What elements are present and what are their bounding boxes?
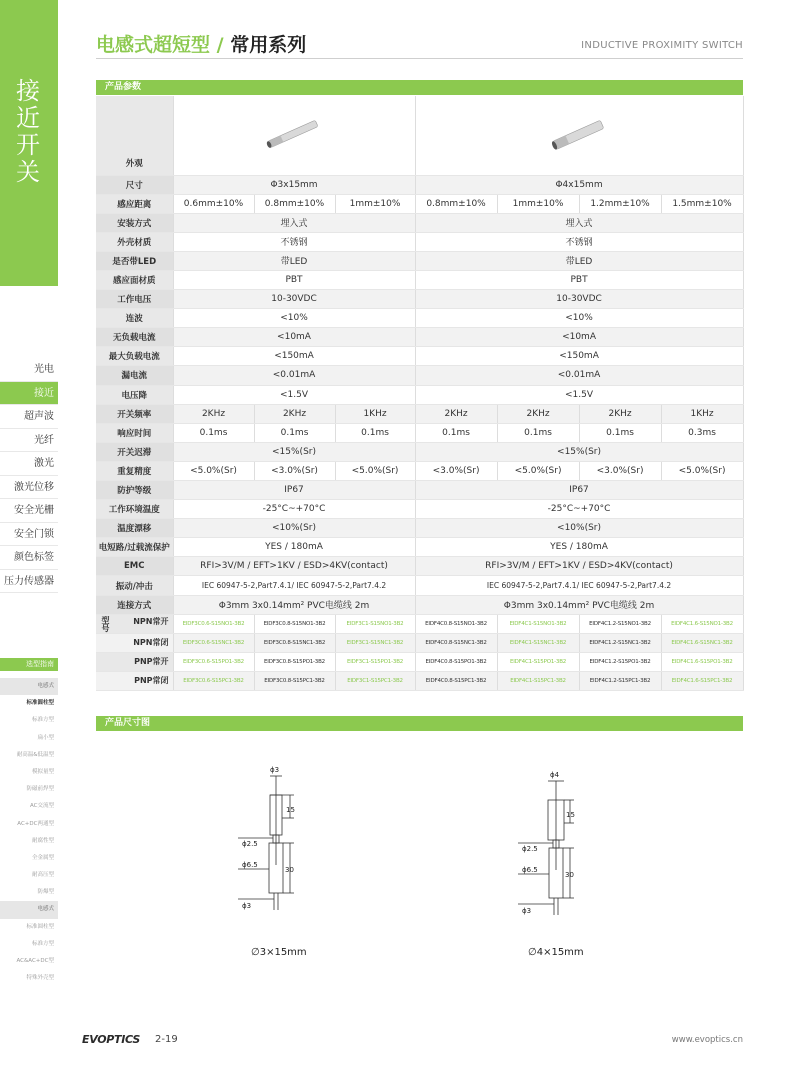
spec-label: 最大负载电流 bbox=[96, 347, 173, 366]
title-separator: / bbox=[210, 34, 231, 56]
dim-b-mid: ϕ6.5 bbox=[522, 866, 538, 874]
spec-value: 带LED bbox=[415, 251, 743, 270]
spec-row bbox=[96, 251, 743, 270]
spec-row bbox=[96, 519, 743, 538]
spec-value: Φ4x15mm bbox=[415, 175, 743, 194]
dim-b-dia: ϕ4 bbox=[550, 771, 560, 779]
spec-row bbox=[96, 385, 743, 404]
guide-item[interactable]: 耐腐性型 bbox=[31, 837, 54, 844]
spec-value: <5.0%(Sr) bbox=[661, 461, 743, 480]
spec-value: 1KHz bbox=[335, 404, 415, 423]
sidebar-nav-item[interactable]: 超声波 bbox=[0, 405, 58, 429]
spec-row bbox=[96, 270, 743, 289]
model-code: EIDF4C0.8-S15NO1-3B2 bbox=[415, 614, 497, 633]
spec-value: 2KHz bbox=[173, 404, 254, 423]
model-code: EIDF4C0.8-S15NC1-3B2 bbox=[415, 633, 497, 652]
guide-item[interactable]: 标准圆柱型 bbox=[26, 923, 54, 930]
category-label: 接 近 开 关 bbox=[16, 77, 40, 186]
model-type-text: NPN常开 bbox=[133, 616, 169, 626]
product-image-cell bbox=[173, 96, 415, 175]
spec-value: 1KHz bbox=[661, 404, 743, 423]
dim-b-tail: ϕ3 bbox=[522, 907, 532, 915]
guide-item[interactable]: 电感式 bbox=[0, 678, 58, 695]
spec-value: IEC 60947-5-2,Part7.4.1/ IEC 60947-5-2,Part7.4.2 bbox=[173, 576, 415, 595]
spec-value: <150mA bbox=[415, 347, 743, 366]
spec-label: 感应面材质 bbox=[96, 270, 173, 289]
model-code: EIDF4C1.6-S15PO1-3B2 bbox=[661, 652, 743, 671]
spec-value: 10-30VDC bbox=[173, 290, 415, 309]
dim-b-caption: ∅4×15mm bbox=[528, 947, 584, 958]
spec-value: 0.1ms bbox=[579, 423, 661, 442]
dim-a-len1: 15 bbox=[286, 806, 295, 814]
model-code: EIDF3C1-S15PO1-3B2 bbox=[335, 652, 415, 671]
guide-item[interactable]: 扁小型 bbox=[37, 734, 54, 741]
model-head: 型号 bbox=[101, 615, 110, 632]
spec-label: 电短路/过载流保护 bbox=[96, 538, 173, 557]
spec-value: 2KHz bbox=[497, 404, 579, 423]
dimension-drawing-3mm bbox=[230, 760, 320, 920]
guide-item[interactable]: AC&AC+DC型 bbox=[16, 958, 54, 964]
spec-row bbox=[96, 328, 743, 347]
sidebar-nav-item[interactable]: 激光 bbox=[0, 452, 58, 476]
model-code: EIDF3C1-S15PC1-3B2 bbox=[335, 671, 415, 690]
page-subtitle: INDUCTIVE PROXIMITY SWITCH bbox=[581, 40, 743, 51]
sidebar-nav-item[interactable]: 压力传感器 bbox=[0, 570, 58, 594]
spec-value: <5.0%(Sr) bbox=[497, 461, 579, 480]
model-type-label: NPN常闭 bbox=[96, 633, 173, 652]
title-green: 电感式超短型 bbox=[96, 34, 211, 56]
spec-value: <3.0%(Sr) bbox=[254, 461, 335, 480]
spec-value: 10-30VDC bbox=[415, 290, 743, 309]
title-dark: 常用系列 bbox=[230, 34, 307, 56]
sidebar-nav-item[interactable]: 光纤 bbox=[0, 429, 58, 453]
dim-b-len1: 15 bbox=[566, 811, 575, 819]
selection-guide-list bbox=[0, 678, 58, 987]
spec-label: 振动/冲击 bbox=[96, 576, 173, 595]
spec-row bbox=[96, 538, 743, 557]
model-code: EIDF3C0.8-S15PC1-3B2 bbox=[254, 671, 335, 690]
spec-value: <10%(Sr) bbox=[173, 519, 415, 538]
spec-value: <10% bbox=[173, 309, 415, 328]
spec-value: Φ3mm 3x0.14mm² PVC电缆线 2m bbox=[173, 595, 415, 614]
spec-label: EMC bbox=[96, 557, 173, 576]
spec-label: 电压降 bbox=[96, 385, 173, 404]
spec-value: RFI>3V/M / EFT>1KV / ESD>4KV(contact) bbox=[415, 557, 743, 576]
spec-value: 1.5mm±10% bbox=[661, 194, 743, 213]
spec-value: <1.5V bbox=[173, 385, 415, 404]
spec-value: YES / 180mA bbox=[173, 538, 415, 557]
guide-item[interactable]: AC交流型 bbox=[29, 803, 54, 810]
spec-value: 0.6mm±10% bbox=[173, 194, 254, 213]
guide-item[interactable]: 标准方型 bbox=[31, 717, 54, 724]
spec-row bbox=[96, 366, 743, 385]
spec-row bbox=[96, 423, 743, 442]
spec-value: Φ3x15mm bbox=[173, 175, 415, 194]
model-code: EIDF3C0.6-S15NO1-3B2 bbox=[173, 614, 254, 633]
spec-label: 防护等级 bbox=[96, 481, 173, 500]
spec-value: IP67 bbox=[173, 481, 415, 500]
spec-value: 不锈钢 bbox=[415, 232, 743, 251]
model-code: EIDF4C1.6-S15NO1-3B2 bbox=[661, 614, 743, 633]
spec-value: Φ3mm 3x0.14mm² PVC电缆线 2m bbox=[415, 595, 743, 614]
model-code: EIDF4C1-S15NC1-3B2 bbox=[497, 633, 579, 652]
spec-label: 外壳材质 bbox=[96, 232, 173, 251]
spec-label: 连接方式 bbox=[96, 595, 173, 614]
spec-label: 连波 bbox=[96, 309, 173, 328]
model-code: EIDF4C1.6-S15PC1-3B2 bbox=[661, 671, 743, 690]
sensor-image-icon bbox=[259, 114, 329, 154]
guide-item[interactable]: 标准方型 bbox=[31, 940, 54, 947]
spec-value: -25°C~+70°C bbox=[415, 500, 743, 519]
model-code: EIDF4C1.2-S15PC1-3B2 bbox=[579, 671, 661, 690]
spec-row bbox=[96, 652, 743, 671]
spec-row bbox=[96, 481, 743, 500]
spec-value: <3.0%(Sr) bbox=[579, 461, 661, 480]
spec-row bbox=[96, 194, 743, 213]
spec-label: 工作电压 bbox=[96, 290, 173, 309]
spec-value: 1mm±10% bbox=[335, 194, 415, 213]
spec-row bbox=[96, 347, 743, 366]
model-code: EIDF3C0.6-S15PC1-3B2 bbox=[173, 671, 254, 690]
model-code: EIDF4C1.6-S15NC1-3B2 bbox=[661, 633, 743, 652]
dim-b-cable: ϕ2.5 bbox=[522, 845, 538, 853]
spec-label: 开关频率 bbox=[96, 404, 173, 423]
model-code: EIDF4C1-S15PO1-3B2 bbox=[497, 652, 579, 671]
spec-value: 0.8mm±10% bbox=[254, 194, 335, 213]
spec-value: PBT bbox=[415, 270, 743, 289]
guide-item[interactable]: 全金属型 bbox=[31, 854, 54, 861]
section-dims-bar: 产品尺寸图 bbox=[96, 716, 743, 731]
guide-item[interactable]: 耐高压型 bbox=[31, 872, 54, 879]
spec-label: 工作环境温度 bbox=[96, 500, 173, 519]
spec-row bbox=[96, 671, 743, 690]
sensor-image-icon bbox=[544, 114, 614, 154]
product-image-cell bbox=[415, 96, 743, 175]
spec-label: 安装方式 bbox=[96, 213, 173, 232]
spec-label: 感应距离 bbox=[96, 194, 173, 213]
model-code: EIDF3C0.6-S15PO1-3B2 bbox=[173, 652, 254, 671]
spec-label: 无负载电流 bbox=[96, 328, 173, 347]
spec-value: 0.1ms bbox=[254, 423, 335, 442]
spec-value: 0.8mm±10% bbox=[415, 194, 497, 213]
sidebar-nav-item[interactable]: 颜色标签 bbox=[0, 546, 58, 570]
model-code: EIDF4C1-S15PC1-3B2 bbox=[497, 671, 579, 690]
dim-a-len2: 30 bbox=[285, 866, 294, 874]
spec-value: 带LED bbox=[173, 251, 415, 270]
spec-row bbox=[96, 576, 743, 595]
model-code: EIDF3C1-S15NC1-3B2 bbox=[335, 633, 415, 652]
spec-value: 2KHz bbox=[415, 404, 497, 423]
spec-value: 埋入式 bbox=[173, 213, 415, 232]
spec-row bbox=[96, 232, 743, 251]
spec-value: <5.0%(Sr) bbox=[173, 461, 254, 480]
spec-value: <1.5V bbox=[415, 385, 743, 404]
model-type-label: PNP常开 bbox=[96, 652, 173, 671]
spec-label: 响应时间 bbox=[96, 423, 173, 442]
sidebar-nav-item[interactable]: 安全光栅 bbox=[0, 499, 58, 523]
category-tab bbox=[0, 0, 58, 286]
spec-value: 埋入式 bbox=[415, 213, 743, 232]
section-params-bar: 产品参数 bbox=[96, 80, 743, 95]
spec-value: <0.01mA bbox=[173, 366, 415, 385]
model-code: EIDF4C1-S15NO1-3B2 bbox=[497, 614, 579, 633]
spec-value: PBT bbox=[173, 270, 415, 289]
spec-value: <10% bbox=[415, 309, 743, 328]
website-url: www.evoptics.cn bbox=[671, 1035, 743, 1045]
model-code: EIDF4C1.2-S15NC1-3B2 bbox=[579, 633, 661, 652]
spec-value: 0.1ms bbox=[415, 423, 497, 442]
model-code: EIDF3C0.6-S15NC1-3B2 bbox=[173, 633, 254, 652]
model-code: EIDF3C0.8-S15PO1-3B2 bbox=[254, 652, 335, 671]
model-type-label: PNP常闭 bbox=[96, 671, 173, 690]
spec-row bbox=[96, 595, 743, 614]
spec-value: <150mA bbox=[173, 347, 415, 366]
selection-guide-title: 选型指南 bbox=[0, 658, 58, 671]
spec-row bbox=[96, 633, 743, 652]
spec-value: <10mA bbox=[415, 328, 743, 347]
guide-item[interactable]: AC+DC两通型 bbox=[17, 820, 54, 827]
spec-row bbox=[96, 442, 743, 461]
guide-item[interactable]: 电感式 bbox=[0, 901, 58, 918]
spec-value: 0.1ms bbox=[173, 423, 254, 442]
sidebar-nav-item[interactable]: 光电 bbox=[0, 358, 58, 382]
model-type-label bbox=[96, 614, 173, 633]
model-code: EIDF4C1.2-S15PO1-3B2 bbox=[579, 652, 661, 671]
spec-value: 2KHz bbox=[579, 404, 661, 423]
spec-value: 不锈钢 bbox=[173, 232, 415, 251]
spec-value: -25°C~+70°C bbox=[173, 500, 415, 519]
model-code: EIDF4C1.2-S15NO1-3B2 bbox=[579, 614, 661, 633]
dim-a-tail: ϕ3 bbox=[242, 902, 252, 910]
spec-row bbox=[96, 404, 743, 423]
guide-item[interactable]: 耐高温&低温型 bbox=[16, 751, 54, 758]
spec-label: 漏电流 bbox=[96, 366, 173, 385]
spec-row bbox=[96, 614, 743, 633]
spec-row bbox=[96, 175, 743, 194]
spec-label: 温度漂移 bbox=[96, 519, 173, 538]
spec-value: 0.1ms bbox=[497, 423, 579, 442]
spec-value: 1mm±10% bbox=[497, 194, 579, 213]
model-code: EIDF3C0.8-S15NO1-3B2 bbox=[254, 614, 335, 633]
model-code: EIDF3C1-S15NO1-3B2 bbox=[335, 614, 415, 633]
dim-a-cable: ϕ2.5 bbox=[242, 840, 258, 848]
spec-value: 0.1ms bbox=[335, 423, 415, 442]
spec-value: YES / 180mA bbox=[415, 538, 743, 557]
spec-value: <3.0%(Sr) bbox=[415, 461, 497, 480]
spec-row bbox=[96, 290, 743, 309]
spec-label: 尺寸 bbox=[96, 175, 173, 194]
model-code: EIDF3C0.8-S15NC1-3B2 bbox=[254, 633, 335, 652]
guide-item[interactable]: 防磁前焊型 bbox=[26, 786, 54, 793]
spec-value: <5.0%(Sr) bbox=[335, 461, 415, 480]
spec-label: 是否带LED bbox=[96, 251, 173, 270]
spec-label: 重复精度 bbox=[96, 461, 173, 480]
spec-value: <0.01mA bbox=[415, 366, 743, 385]
sidebar-nav-item[interactable]: 安全门锁 bbox=[0, 523, 58, 547]
spec-row bbox=[96, 309, 743, 328]
spec-label: 开关迟滞 bbox=[96, 442, 173, 461]
guide-item[interactable]: 标准圆柱型 bbox=[26, 700, 54, 707]
page-number: 2-19 bbox=[155, 1034, 178, 1045]
guide-item[interactable]: 防爆型 bbox=[37, 889, 54, 896]
spec-row bbox=[96, 557, 743, 576]
sidebar-nav-item[interactable]: 激光位移 bbox=[0, 476, 58, 500]
spec-value: <15%(Sr) bbox=[415, 442, 743, 461]
model-code: EIDF4C0.8-S15PC1-3B2 bbox=[415, 671, 497, 690]
dim-a-dia: ϕ3 bbox=[270, 766, 280, 774]
spec-value: 1.2mm±10% bbox=[579, 194, 661, 213]
spec-row bbox=[96, 213, 743, 232]
spec-value: RFI>3V/M / EFT>1KV / ESD>4KV(contact) bbox=[173, 557, 415, 576]
page-title bbox=[96, 30, 306, 57]
guide-item[interactable]: 模拟量型 bbox=[31, 768, 54, 775]
side-nav bbox=[0, 358, 58, 593]
spec-row bbox=[96, 461, 743, 480]
spec-value: <15%(Sr) bbox=[173, 442, 415, 461]
spec-row bbox=[96, 500, 743, 519]
spec-label: 外观 bbox=[96, 96, 173, 175]
guide-item[interactable]: 特殊外壳型 bbox=[26, 975, 54, 982]
spec-value: 0.3ms bbox=[661, 423, 743, 442]
spec-value: IEC 60947-5-2,Part7.4.1/ IEC 60947-5-2,Part7.4.2 bbox=[415, 576, 743, 595]
sidebar-nav-item[interactable]: 接近 bbox=[0, 382, 58, 406]
spec-value: <10mA bbox=[173, 328, 415, 347]
dimension-drawing-4mm bbox=[510, 765, 600, 925]
dim-a-caption: ∅3×15mm bbox=[251, 947, 307, 958]
spec-value: 2KHz bbox=[254, 404, 335, 423]
model-code: EIDF4C0.8-S15PO1-3B2 bbox=[415, 652, 497, 671]
brand-logo: EVOPTICS bbox=[82, 1033, 141, 1046]
dim-a-mid: ϕ6.5 bbox=[242, 861, 258, 869]
spec-value: IP67 bbox=[415, 481, 743, 500]
spec-row bbox=[96, 96, 743, 175]
dim-b-len2: 30 bbox=[565, 871, 574, 879]
header-divider bbox=[96, 58, 743, 59]
spec-value: <10%(Sr) bbox=[415, 519, 743, 538]
spec-table bbox=[96, 96, 744, 691]
